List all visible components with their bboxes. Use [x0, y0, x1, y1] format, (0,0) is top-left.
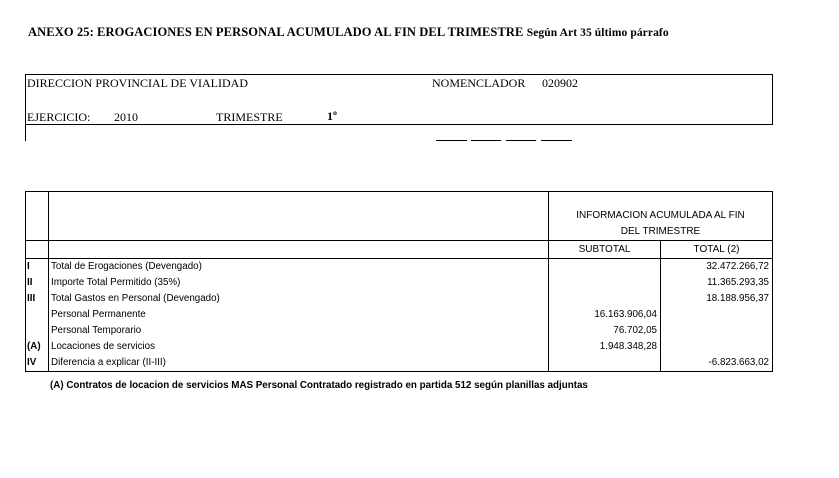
row-label: Importe Total Permitido (35%)	[49, 275, 549, 291]
ejercicio-value: 2010	[114, 110, 138, 124]
footnote: (A) Contratos de locacion de servicios MAS Personal Contratado registrado en partida 512 según planillas adjuntas	[50, 380, 588, 391]
row-number: II	[26, 275, 49, 291]
table-row	[26, 307, 773, 323]
row-total	[661, 307, 773, 323]
header-left-rule	[25, 74, 26, 141]
group-header-line1: INFORMACION ACUMULADA AL FIN	[549, 208, 773, 224]
row-total: 32.472.266,72	[661, 259, 773, 276]
row-total: 18.188.956,37	[661, 291, 773, 307]
row-number	[26, 307, 49, 323]
nomenclador-label: NOMENCLADOR	[432, 76, 526, 90]
row-number	[26, 323, 49, 339]
title-subtitle: Según Art 35 último párrafo	[526, 27, 669, 39]
row-label: Locaciones de servicios	[49, 339, 549, 355]
row-label: Personal Permanente	[49, 307, 549, 323]
row-subtotal	[549, 275, 661, 291]
row-subtotal: 16.163.906,04	[549, 307, 661, 323]
blank-underline	[436, 140, 467, 141]
blank-underline	[471, 140, 501, 141]
blank-underline	[541, 140, 572, 141]
row-number: IV	[26, 355, 49, 372]
row-number: (A)	[26, 339, 49, 355]
nomenclador-value: 020902	[542, 76, 578, 90]
table-row	[26, 355, 773, 372]
row-label: Total de Erogaciones (Devengado)	[49, 259, 549, 276]
blank-underline	[506, 140, 536, 141]
table-header-row	[26, 224, 773, 241]
row-subtotal	[549, 355, 661, 372]
row-subtotal: 1.948.348,28	[549, 339, 661, 355]
row-subtotal: 76.702,05	[549, 323, 661, 339]
table-header-row	[26, 192, 773, 209]
row-total: 11.365.293,35	[661, 275, 773, 291]
group-header-line2: DEL TRIMESTRE	[549, 224, 773, 241]
table-header-row	[26, 241, 773, 259]
row-label: Diferencia a explicar (II-III)	[49, 355, 549, 372]
table-header-row	[26, 208, 773, 224]
table-row	[26, 259, 773, 276]
organismo-name: DIRECCION PROVINCIAL DE VIALIDAD	[27, 76, 248, 90]
row-total: -6.823.663,02	[661, 355, 773, 372]
table-row	[26, 275, 773, 291]
table-row	[26, 339, 773, 355]
col-subtotal-header: SUBTOTAL	[549, 241, 661, 259]
col-total-header: TOTAL (2)	[661, 241, 773, 259]
row-subtotal	[549, 259, 661, 276]
row-total	[661, 323, 773, 339]
row-label: Personal Temporario	[49, 323, 549, 339]
row-number: I	[26, 259, 49, 276]
row-total	[661, 339, 773, 355]
table-row	[26, 323, 773, 339]
ejercicio-label: EJERCICIO:	[27, 110, 91, 124]
row-label: Total Gastos en Personal (Devengado)	[49, 291, 549, 307]
row-number: III	[26, 291, 49, 307]
document-title	[28, 25, 669, 40]
erogaciones-table	[25, 191, 773, 372]
table-row	[26, 291, 773, 307]
title-main: ANEXO 25: EROGACIONES EN PERSONAL ACUMULADO AL FIN DEL TRIMESTRE	[28, 25, 524, 39]
trimestre-label: TRIMESTRE	[216, 110, 283, 124]
row-subtotal	[549, 291, 661, 307]
trimestre-value: 1º	[327, 109, 337, 123]
